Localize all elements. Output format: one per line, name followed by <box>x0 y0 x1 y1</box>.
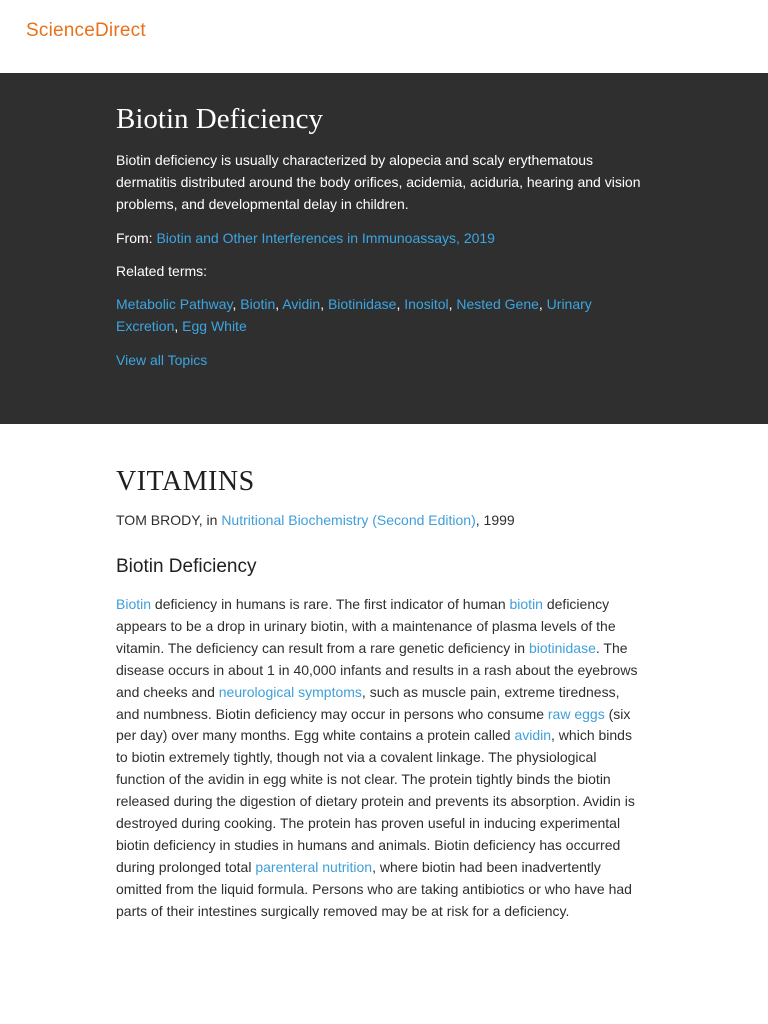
related-term-link[interactable]: Avidin <box>282 296 321 312</box>
biotinidase-link[interactable]: biotinidase <box>528 639 596 656</box>
raw-eggs-link[interactable]: raw eggs <box>547 705 605 722</box>
biotin-link[interactable]: biotin <box>509 596 543 612</box>
sciencedirect-logo[interactable]: ScienceDirect <box>26 20 146 41</box>
related-terms-label: Related terms: <box>116 263 208 279</box>
related-term-separator: , <box>320 296 328 312</box>
related-term-link[interactable]: Urinary Excretion <box>116 296 592 334</box>
related-term-separator: , <box>275 296 283 312</box>
biotin-link[interactable]: Biotin <box>116 596 152 612</box>
related-term-link[interactable]: Egg White <box>182 318 247 334</box>
body-text: , which binds to biotin extremely tightly, though not via a covalent linkage. The physiological function of the avidin in egg white is not clear. The protein tightly binds the biotin released during the digestion of dietary protein and prevents its absorption. Avidin is destroyed during cooking. The protein has proven useful in inducing experimental biotin deficiency in studies in humans and animals. Biotin deficiency has occurred during prolonged total <box>116 727 635 875</box>
body-text: . The disease occurs in about 1 in 40,000 infants and results in a rash about the eyebrows and cheeks and <box>116 639 638 700</box>
related-term-separator: , <box>538 296 547 312</box>
body-text: , such as muscle pain, extreme tiredness, and numbness. Biotin deficiency may occur in persons who consume <box>116 683 620 722</box>
related-term-link[interactable]: Metabolic Pathway <box>116 296 233 312</box>
related-term-link[interactable]: Biotinidase <box>327 296 397 312</box>
parenteral-nutrition-link[interactable]: parenteral nutrition <box>255 858 373 875</box>
section-heading: Biotin Deficiency <box>116 556 257 577</box>
related-term-separator: , <box>174 318 183 334</box>
article-body <box>116 594 642 923</box>
topic-title: Biotin Deficiency <box>116 103 323 135</box>
from-label: From: <box>116 230 153 246</box>
topic-description: Biotin deficiency is usually characterized by alopecia and scaly erythematous dermatitis distributed around the body orifices, acidemia, aciduria, hearing and vision problems, and developmental delay in children. <box>116 152 641 212</box>
author-name: TOM BRODY <box>116 512 199 528</box>
topic-banner <box>0 73 768 424</box>
related-term-separator: , <box>396 296 405 312</box>
related-terms-list <box>116 293 642 337</box>
body-text: deficiency in humans is rare. The first indicator of human <box>151 596 510 612</box>
related-term-link[interactable]: Nested Gene <box>456 296 539 312</box>
related-term-link[interactable]: Inositol <box>404 296 449 312</box>
avidin-link[interactable]: avidin <box>514 727 552 744</box>
neurological-symptoms-link[interactable]: neurological symptoms <box>218 683 362 700</box>
related-term-link[interactable]: Biotin <box>240 296 276 312</box>
chapter-title: VITAMINS <box>116 466 255 497</box>
book-link[interactable]: Nutritional Biochemistry (Second Edition) <box>221 512 476 528</box>
publication-year: , 1999 <box>475 512 515 528</box>
chapter-source-line <box>116 509 515 531</box>
related-term-separator: , <box>232 296 241 312</box>
source-book-link[interactable]: Biotin and Other Interferences in Immunoassays, 2019 <box>156 230 495 246</box>
in-label: , in <box>198 512 222 528</box>
body-text: deficiency appears to be a drop in urinary biotin, with a maintenance of plasma levels of the vitamin. The deficiency can result from a rare genetic deficiency in <box>116 596 616 656</box>
topic-source-line <box>116 227 495 249</box>
related-term-separator: , <box>448 296 457 312</box>
body-text: (six per day) over many months. Egg white contains a protein called <box>116 705 631 744</box>
view-all-topics-link[interactable]: View all Topics <box>116 352 208 368</box>
site-header <box>0 0 768 73</box>
body-text: , where biotin had been inadvertently omitted from the liquid formula. Persons who are taking antibiotics or who have had parts of their intestines surgically removed may be at risk for a deficiency. <box>116 858 632 919</box>
